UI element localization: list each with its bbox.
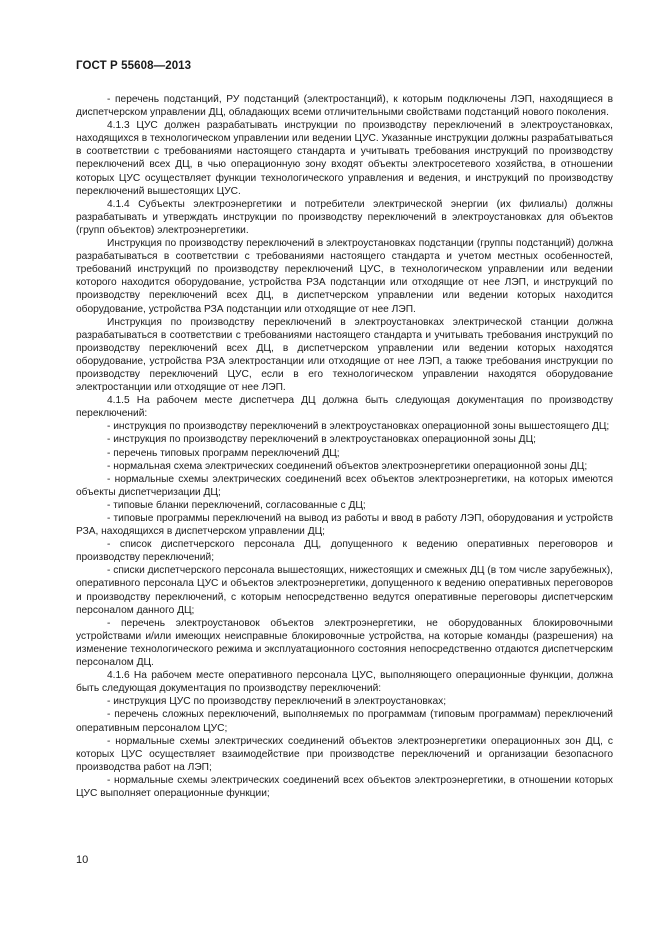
list-item: - перечень типовых программ переключений ДЦ; bbox=[107, 447, 340, 459]
list-item: - перечень сложных переключений, выполняемых по программам (типовым программам) переключений оперативным персоналом ЦУС; bbox=[76, 709, 613, 734]
list-item: - типовые бланки переключений, согласованные с ДЦ; bbox=[107, 499, 366, 511]
list-item: - нормальная схема электрических соединений объектов электроэнергетики операционной зоны ДЦ; bbox=[107, 460, 588, 472]
paragraph: 4.1.5 На рабочем месте диспетчера ДЦ должна быть следующая документация по производству переключений: bbox=[76, 395, 613, 420]
paragraph: Инструкция по производству переключений в электроустановках электрической станции должна разрабатываться в соответствии с требованиями настоящего стандарта и учитывать требования инструкций по производству переключений всех ДЦ, в диспетчерском управлении или ведении которых находятся оборудование, устройства РЗА электростанции или отходящие от нее ЛЭП, а также требования инструкции по производству переключений ЦУС, если в его технологическом управлении находятся оборудование электростанции или отходящие от нее ЛЭП. bbox=[76, 316, 613, 394]
list-item: - инструкция ЦУС по производству переключений в электроустановках; bbox=[107, 696, 447, 708]
list-item: - типовые программы переключений на вывод из работы и ввод в работу ЛЭП, оборудования и устройств РЗА, находящихся в диспетчерском управлении ДЦ; bbox=[76, 513, 613, 538]
list-item: - список диспетчерского персонала ДЦ, допущенного к ведению оперативных переговоров и производству переключений; bbox=[76, 539, 613, 564]
paragraph: - перечень подстанций, РУ подстанций (электростанций), к которым подключены ЛЭП, находящиеся в диспетчерском управлении ДЦ, обладающих всеми отличительными свойствами подстанций нового поколения. bbox=[76, 94, 613, 119]
paragraph: 4.1.3 ЦУС должен разрабатывать инструкции по производству переключений в электроустановках, находящихся в технологическом управлении или ведении ЦУС. Указанные инструкции должны разрабатываться в соответствии с требованиями настоящего стандарта и учитывать требования инструкций по производству переключений всех ДЦ, в чью операционную зону входят объекты электросетевого хозяйства, в отношении которых ЦУС осуществляет функции технологического управления и ведения, и инструкций по производству переключений вышестоящих ЦУС. bbox=[76, 120, 613, 197]
list-item: - списки диспетчерского персонала вышестоящих, нижестоящих и смежных ДЦ (в том числе зарубежных), оперативного персонала ЦУС и объектов электроэнергетики, допущенного к ведению оперативных переговоров и производству переключений, с которым непосредственно ведутся оперативные переговоры диспетчерским персоналом данного ДЦ; bbox=[76, 565, 613, 616]
list-item: - инструкция по производству переключений в электроустановках операционной зоны вышестоящего ДЦ; bbox=[107, 421, 610, 433]
document-body bbox=[76, 93, 613, 800]
paragraph: 4.1.4 Субъекты электроэнергетики и потребители электрической энергии (их филиалы) должны разрабатывать и утверждать инструкции по производству переключений в электроустановках для объектов (групп объектов) электроэнергетики. bbox=[76, 198, 613, 236]
list-item: - перечень электроустановок объектов электроэнергетики, не оборудованных блокировочными устройствами и/или имеющих неисправные блокировочные устройства, на которые команды (разрешения) на изменение технологического режима и эксплуатационного состояния непосредственно отдаются диспетчерским персоналом ДЦ. bbox=[76, 617, 613, 669]
list-item: - нормальные схемы электрических соединений объектов электроэнергетики операционных зон ДЦ, с которых ЦУС осуществляет взаимодействие при производстве переключений и организации безопасного производства работ на ЛЭП; bbox=[76, 735, 613, 773]
list-item: - нормальные схемы электрических соединений всех объектов электроэнергетики, в отношении которых ЦУС выполняет операционные функции; bbox=[76, 774, 613, 799]
list-item: - инструкция по производству переключений в электроустановках операционной зоны ДЦ; bbox=[107, 434, 536, 446]
page-number: 10 bbox=[76, 854, 89, 866]
list-item: - нормальные схемы электрических соединений всех объектов электроэнергетики, на которых имеются объекты диспетчеризации ДЦ; bbox=[76, 473, 613, 498]
paragraph: 4.1.6 На рабочем месте оперативного персонала ЦУС, выполняющего операционные функции, должна быть следующая документация по производству переключений: bbox=[76, 670, 613, 695]
paragraph: Инструкция по производству переключений в электроустановках подстанции (группы подстанций) должна разрабатываться в соответствии с требованиями настоящего стандарта и учетом местных особенностей, требований инструкций по производству переключений ЦУС, в технологическом управлении или ведении которого находится оборудование, устройства РЗА подстанции или отходящие от нее ЛЭП, и инструкций по производству переключений всех ДЦ, в диспетчерском управлении или ведении которых находится оборудование, устройства РЗА подстанции или отходящие от нее ЛЭП. bbox=[76, 238, 613, 315]
standard-header: ГОСТ Р 55608—2013 bbox=[76, 60, 192, 72]
